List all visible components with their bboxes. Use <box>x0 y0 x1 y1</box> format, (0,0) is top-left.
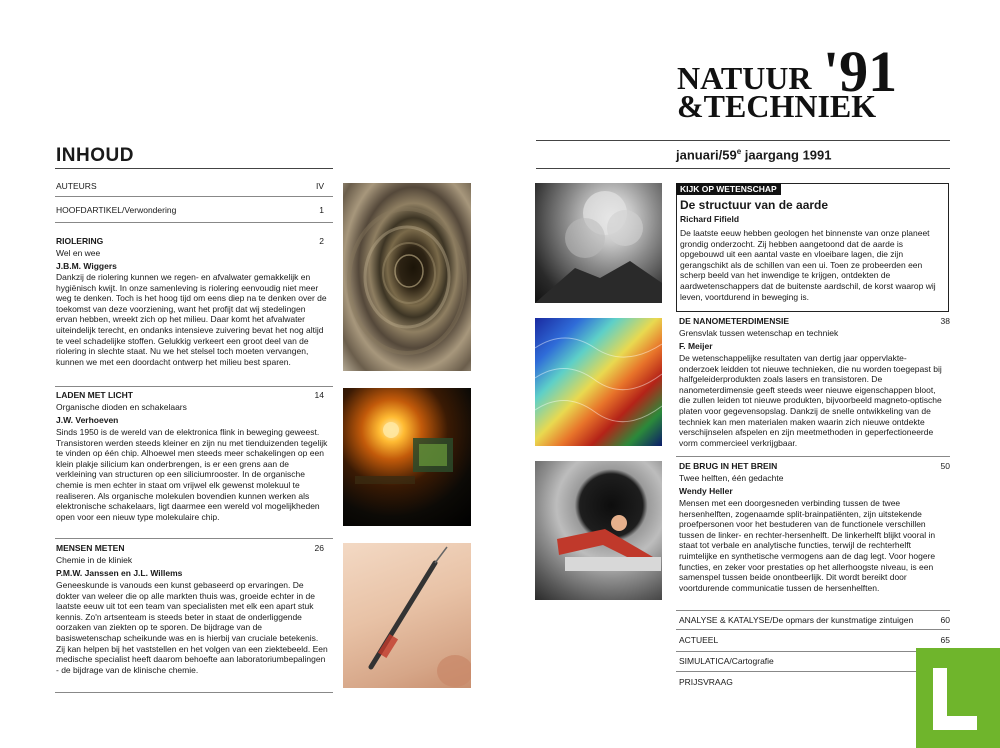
toc-item-label: ANALYSE & KATALYSE/De opmars der kunstmatige zintuigen <box>679 615 914 625</box>
section-author: F. Meijer <box>679 341 713 351</box>
nanometer-surface-photo <box>535 318 662 446</box>
divider <box>676 651 950 652</box>
issue-rule <box>536 168 950 169</box>
lab-equipment-icon <box>343 388 471 526</box>
light-experiment-photo <box>343 388 471 526</box>
section-author: P.M.W. Janssen en J.L. Willems <box>56 568 183 578</box>
section-author: J.B.M. Wiggers <box>56 261 117 271</box>
section-body: Mensen met een doorgesneden verbinding tussen de twee hersenhelften, zogenaamde split-brainpatiënten, zijn uitstekende proefpersonen voor het bestuderen van de functionele verschillen tussen de linker- en rechter-hersenhelft. De linkerhelft blijkt vooral in staat tot verbale en analytische functies, terwijl de rechterhelft ruimtelijke en synthetische vermogens aan de dag legt. Voor hogere functies, en zeker voor prestaties op het allerhoogste niveau, is een samenspel tussen beide onontbeerlijk. Dit wordt bereikt door voortdurende communicatie tussen de hersenhelften. <box>679 498 936 593</box>
syringe-photo <box>343 543 471 688</box>
heading-rule <box>55 168 333 169</box>
divider <box>676 671 950 672</box>
section-page: 26 <box>314 543 324 553</box>
divider <box>55 538 333 539</box>
page-title: INHOUD <box>56 145 134 166</box>
syringe-icon <box>343 543 471 688</box>
toc-item-page: 60 <box>940 615 950 625</box>
toc-item-label: HOOFDARTIKEL/Verwondering <box>56 205 177 215</box>
section-page: 50 <box>940 461 950 471</box>
divider <box>676 629 950 630</box>
divider <box>55 222 333 223</box>
section-subtitle: Grensvlak tussen wetenschap en techniek <box>679 328 839 338</box>
section-title: DE BRUG IN HET BREIN <box>679 461 778 471</box>
section-body: Dankzij de riolering kunnen we regen- en afvalwater gemakkelijk en hygiënisch kwijt. In onze samenleving is riolering eenvoudig niet meer weg te denken. Toch is het hoog tijd om eens diep na te denken over de toekomst van deze voorziening, want het profijt dat wij stedelingen ervan hebben, wreekt zich op het milieu. Daar komt het afvalwater uiteindelijk terecht, en ondanks intensieve zuivering bevat het nog altijd te veel schadelijke stoffen. Gelukkig verkeert een groot deel van de riolering in slechte staat. Nu we het stelsel toch moeten vervangen, kunnen we met een doordacht ontwerp het milieu best sparen. <box>56 272 327 367</box>
section-body: Geneeskunde is vanouds een kunst gebaseerd op ervaringen. De dokter van weleer die op alle markten thuis was, groeide echter in de laatste eeuw uit tot een team van specialisten met elk een apart stuk kennis. Zo'n artsenteam is steeds beter in staat de onderliggende oorzaken van ziekten op te sporen. De bijdrage van de basiswetenschap scheikunde was en is hierbij van cruciale betekenis. Zij kan helpen bij het vaststellen en het volgen van een ziektebeeld. Een medische specialist heeft daarom behoefte aan laboratoriumbepalingen - de bijdrage van de klinische chemie. <box>56 580 328 675</box>
toc-item-page: 1 <box>319 205 324 215</box>
section-body: De wetenschappelijke resultaten van dertig jaar oppervlakte-onderzoek leidden tot nieuwe technieken, die nu worden toegepast bij halfgeleiderprodukten zoals lasers en transistoren. De nanometerdimensie geeft steeds weer nieuwe eigenschappen bloot, die zullen leiden tot nieuwe produkten, bijvoorbeeld magneto-optische platen voor gegevensopslag. Dankzij de snelle ontwikkeling van de techniek kan men materialen maken waarin zich nieuwe ontdekte verschijnselen afspelen en zijn meetmethoden in geperfectioneerde vorm commercieel verkrijgbaar. <box>679 353 942 448</box>
section-page: 14 <box>314 390 324 400</box>
kijk-tag: KIJK OP WETENSCHAP <box>676 183 781 195</box>
toc-item-label: AUTEURS <box>56 181 97 191</box>
kijk-author: Richard Fifield <box>680 214 740 224</box>
section-title: RIOLERING <box>56 236 104 246</box>
masthead-rule <box>536 140 950 141</box>
volcano-cloud-icon <box>535 183 662 303</box>
section-page: 38 <box>940 316 950 326</box>
brain-scanner-photo <box>535 461 662 600</box>
issue-date: januari/59 <box>676 147 737 163</box>
section-subtitle: Wel en wee <box>56 248 101 258</box>
section-subtitle: Chemie in de kliniek <box>56 555 133 565</box>
pipe-rings-icon <box>343 183 471 371</box>
section-author: Wendy Heller <box>679 486 733 496</box>
section-page: 2 <box>319 236 324 246</box>
toc-item-label: ACTUEEL <box>679 635 719 645</box>
logo-l-base-icon <box>933 716 977 730</box>
kijk-body: De laatste eeuw hebben geologen het binnenste van onze planeet grondig onderzocht. Zij hebben aangetoond dat de aarde is opgebouwd uit een aantal vaste en vloeibare lagen, die zijn gerangschikt als de schillen van een ui. Toen ze probeerden een scherp beeld van het inwendige te krijgen, ontdekten de aardwetenschappers dat de buitenste aardschil, de korst waarop wij leven, voortdurend in beweging is. <box>680 228 936 302</box>
masthead-natuur: NATUUR <box>677 60 812 96</box>
section-body: Sinds 1950 is de wereld van de elektronica flink in beweging geweest. Transistoren werden steeds kleiner en zijn nu met tienduizenden tegelijk te vinden op één chip. Alhoewel men steeds meer schakelingen op een klein plakje silicium kan onderbrengen, is er een grens aan de verkleining van structuren op een siliciumrooster. In de organische chemie is men echter in staat om vrijwel elk gewenst molekuul te realiseren. Als organische molekulen bovendien kunnen werken als elektronische schakelaars, ligt daarmee een wereld vol mogelijkheden open voor een nieuw type molekulaire chip. <box>56 427 328 522</box>
toc-item-page: IV <box>315 181 324 191</box>
divider <box>676 456 950 457</box>
toc-item-label: PRIJSVRAAG <box>679 677 733 687</box>
issue-line <box>676 147 831 162</box>
section-author: J.W. Verhoeven <box>56 415 119 425</box>
section-title: DE NANOMETERDIMENSIE <box>679 316 790 326</box>
section-subtitle: Organische dioden en schakelaars <box>56 402 187 412</box>
sewer-pipe-photo <box>343 183 471 371</box>
divider <box>55 196 333 197</box>
green-logo-badge <box>916 648 1000 748</box>
surface-wave-icon <box>535 318 662 446</box>
section-title: LADEN MET LICHT <box>56 390 133 400</box>
divider <box>55 692 333 693</box>
masthead-techniek: &TECHNIEK <box>677 88 877 124</box>
masthead-year: '91 <box>823 39 898 104</box>
issue-sup: e <box>736 147 742 156</box>
divider <box>55 386 333 387</box>
divider <box>676 610 950 611</box>
issue-rest: jaargang 1991 <box>741 147 832 163</box>
toc-item-page: 65 <box>940 635 950 645</box>
section-subtitle: Twee helften, één gedachte <box>679 473 784 483</box>
section-title: MENSEN METEN <box>56 543 125 553</box>
toc-item-label: SIMULATICA/Cartografie <box>679 656 774 666</box>
kijk-title: De structuur van de aarde <box>680 198 829 212</box>
eruption-photo <box>535 183 662 303</box>
patient-icon <box>535 461 662 600</box>
